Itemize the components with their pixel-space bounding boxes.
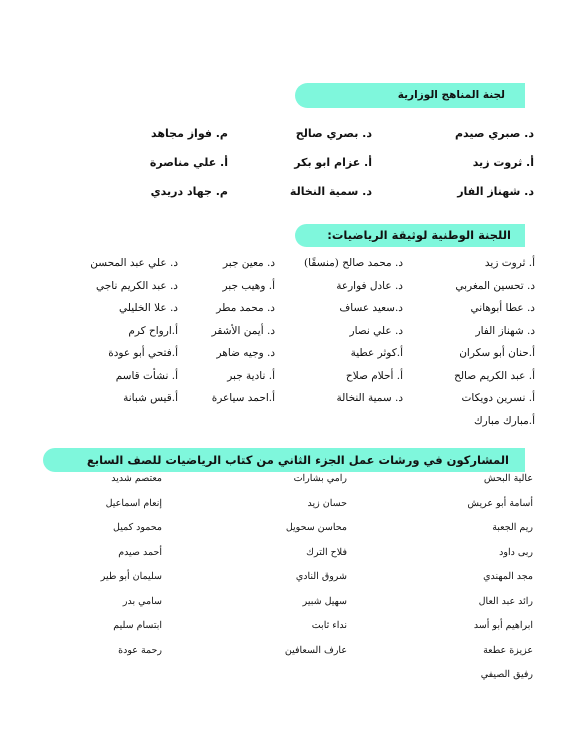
name-entry: د. علا الخليلي xyxy=(119,302,178,314)
name-entry: ابتسام سليم xyxy=(113,620,162,631)
name-entry: عزيزة عطعة xyxy=(483,644,533,656)
name-entry: د. عبد الكريم ناجي xyxy=(96,279,178,292)
name-entry: سهيل شبير xyxy=(302,595,347,607)
name-entry: أ.فتحي أبو عودة xyxy=(108,347,178,359)
name-entry: مجد المهندي xyxy=(483,571,533,582)
name-entry: د. علي نصار xyxy=(349,324,403,337)
section-title-national-committee: اللجنة الوطنية لوثيقة الرياضيات: xyxy=(295,224,525,247)
name-entry: أسامة أبو عريش xyxy=(467,497,533,509)
name-entry: د. محمد مطر xyxy=(216,302,275,314)
name-entry: د. وجيه ضاهر xyxy=(216,347,275,359)
section-title-ministerial-committee: لجنة المناهج الوزارية xyxy=(295,83,525,108)
name-entry: أ. ثروت زيد xyxy=(472,156,534,169)
name-entry: فلاح الترك xyxy=(306,546,347,558)
name-entry: أ.مبارك مبارك xyxy=(473,414,535,427)
name-entry: عالية البحش xyxy=(483,473,533,484)
name-entry: د. سمية النخالة xyxy=(289,185,372,198)
name-entry: د. تحسين المغربي xyxy=(455,279,535,292)
name-entry: أ.احمد سياعرة xyxy=(211,392,275,404)
name-entry: أ. أحلام صلاح xyxy=(345,369,403,382)
name-entry: أ. نسرين دويكات xyxy=(461,392,535,404)
name-entry: م. جهاد دريدي xyxy=(150,185,228,198)
name-entry: ابراهيم أبو أسد xyxy=(473,620,533,631)
name-entry: د. شهناز الفار xyxy=(475,324,535,337)
name-entry: أ. علي مناصرة xyxy=(149,156,228,169)
name-entry: نداء ثابت xyxy=(311,620,347,631)
name-entry: د. علي عبد المحسن xyxy=(90,257,178,269)
name-entry: د. أيمن الأشقر xyxy=(211,324,275,337)
name-entry: رحمة عودة xyxy=(118,644,162,656)
name-entry: د. عادل فوارعة xyxy=(336,279,403,292)
name-entry: د. بصري صالح xyxy=(295,127,372,140)
name-entry: أ.ارواح كرم xyxy=(128,324,178,337)
name-entry: إنعام اسماعيل xyxy=(105,497,162,509)
name-entry: د. صبري صيدم xyxy=(454,127,534,140)
name-entry: د. معين جبر xyxy=(223,257,275,269)
name-entry: أ.كوثر عطية xyxy=(350,347,403,359)
name-entry: رائد عبد العال xyxy=(478,595,533,607)
name-entry: أ. نشأت قاسم xyxy=(115,369,178,382)
name-entry: سليمان أبو طير xyxy=(100,571,162,582)
name-entry: شروق النادي xyxy=(295,571,347,582)
name-entry: أ.حنان أبو سكران xyxy=(459,347,535,359)
name-entry: معتصم شديد xyxy=(111,473,162,484)
name-entry: أ. عزام ابو بكر xyxy=(294,156,372,169)
name-entry: أ. عبد الكريم صالح xyxy=(454,369,535,382)
name-entry: د. شهناز الفار xyxy=(457,185,534,198)
name-entry: أ. وهيب جبر xyxy=(222,279,275,292)
name-entry: عارف السعافين xyxy=(284,644,347,656)
name-entry: م. فواز مجاهد xyxy=(151,127,228,140)
name-entry: رامي بشارات xyxy=(293,473,347,484)
name-entry: د. سمية النخالة xyxy=(336,392,403,404)
section-title-workshop-participants: المشاركون في ورشات عمل الجزء الثاني من كتاب الرياضيات للصف السابع xyxy=(43,448,525,472)
name-entry: ريم الجعبة xyxy=(492,522,533,533)
name-entry: أ. نادية جبر xyxy=(227,369,275,382)
name-entry: حسان زيد xyxy=(307,497,347,509)
name-entry: أحمد صيدم xyxy=(118,546,162,558)
name-entry: ربى داود xyxy=(499,546,533,558)
name-entry: د. محمد صالح (منسقًا) xyxy=(304,257,403,269)
name-entry: سامي بدر xyxy=(122,595,162,607)
name-entry: رفيق الصيفي xyxy=(480,669,533,680)
name-entry: أ.قيس شبانة xyxy=(123,392,178,404)
name-entry: د.سعيد عساف xyxy=(339,302,403,314)
name-entry: محاسن سحويل xyxy=(285,522,347,533)
name-entry: أ. ثروت زيد xyxy=(484,257,535,269)
name-entry: محمود كميل xyxy=(113,522,162,533)
name-entry: د. عطا أبوهاني xyxy=(470,302,535,314)
